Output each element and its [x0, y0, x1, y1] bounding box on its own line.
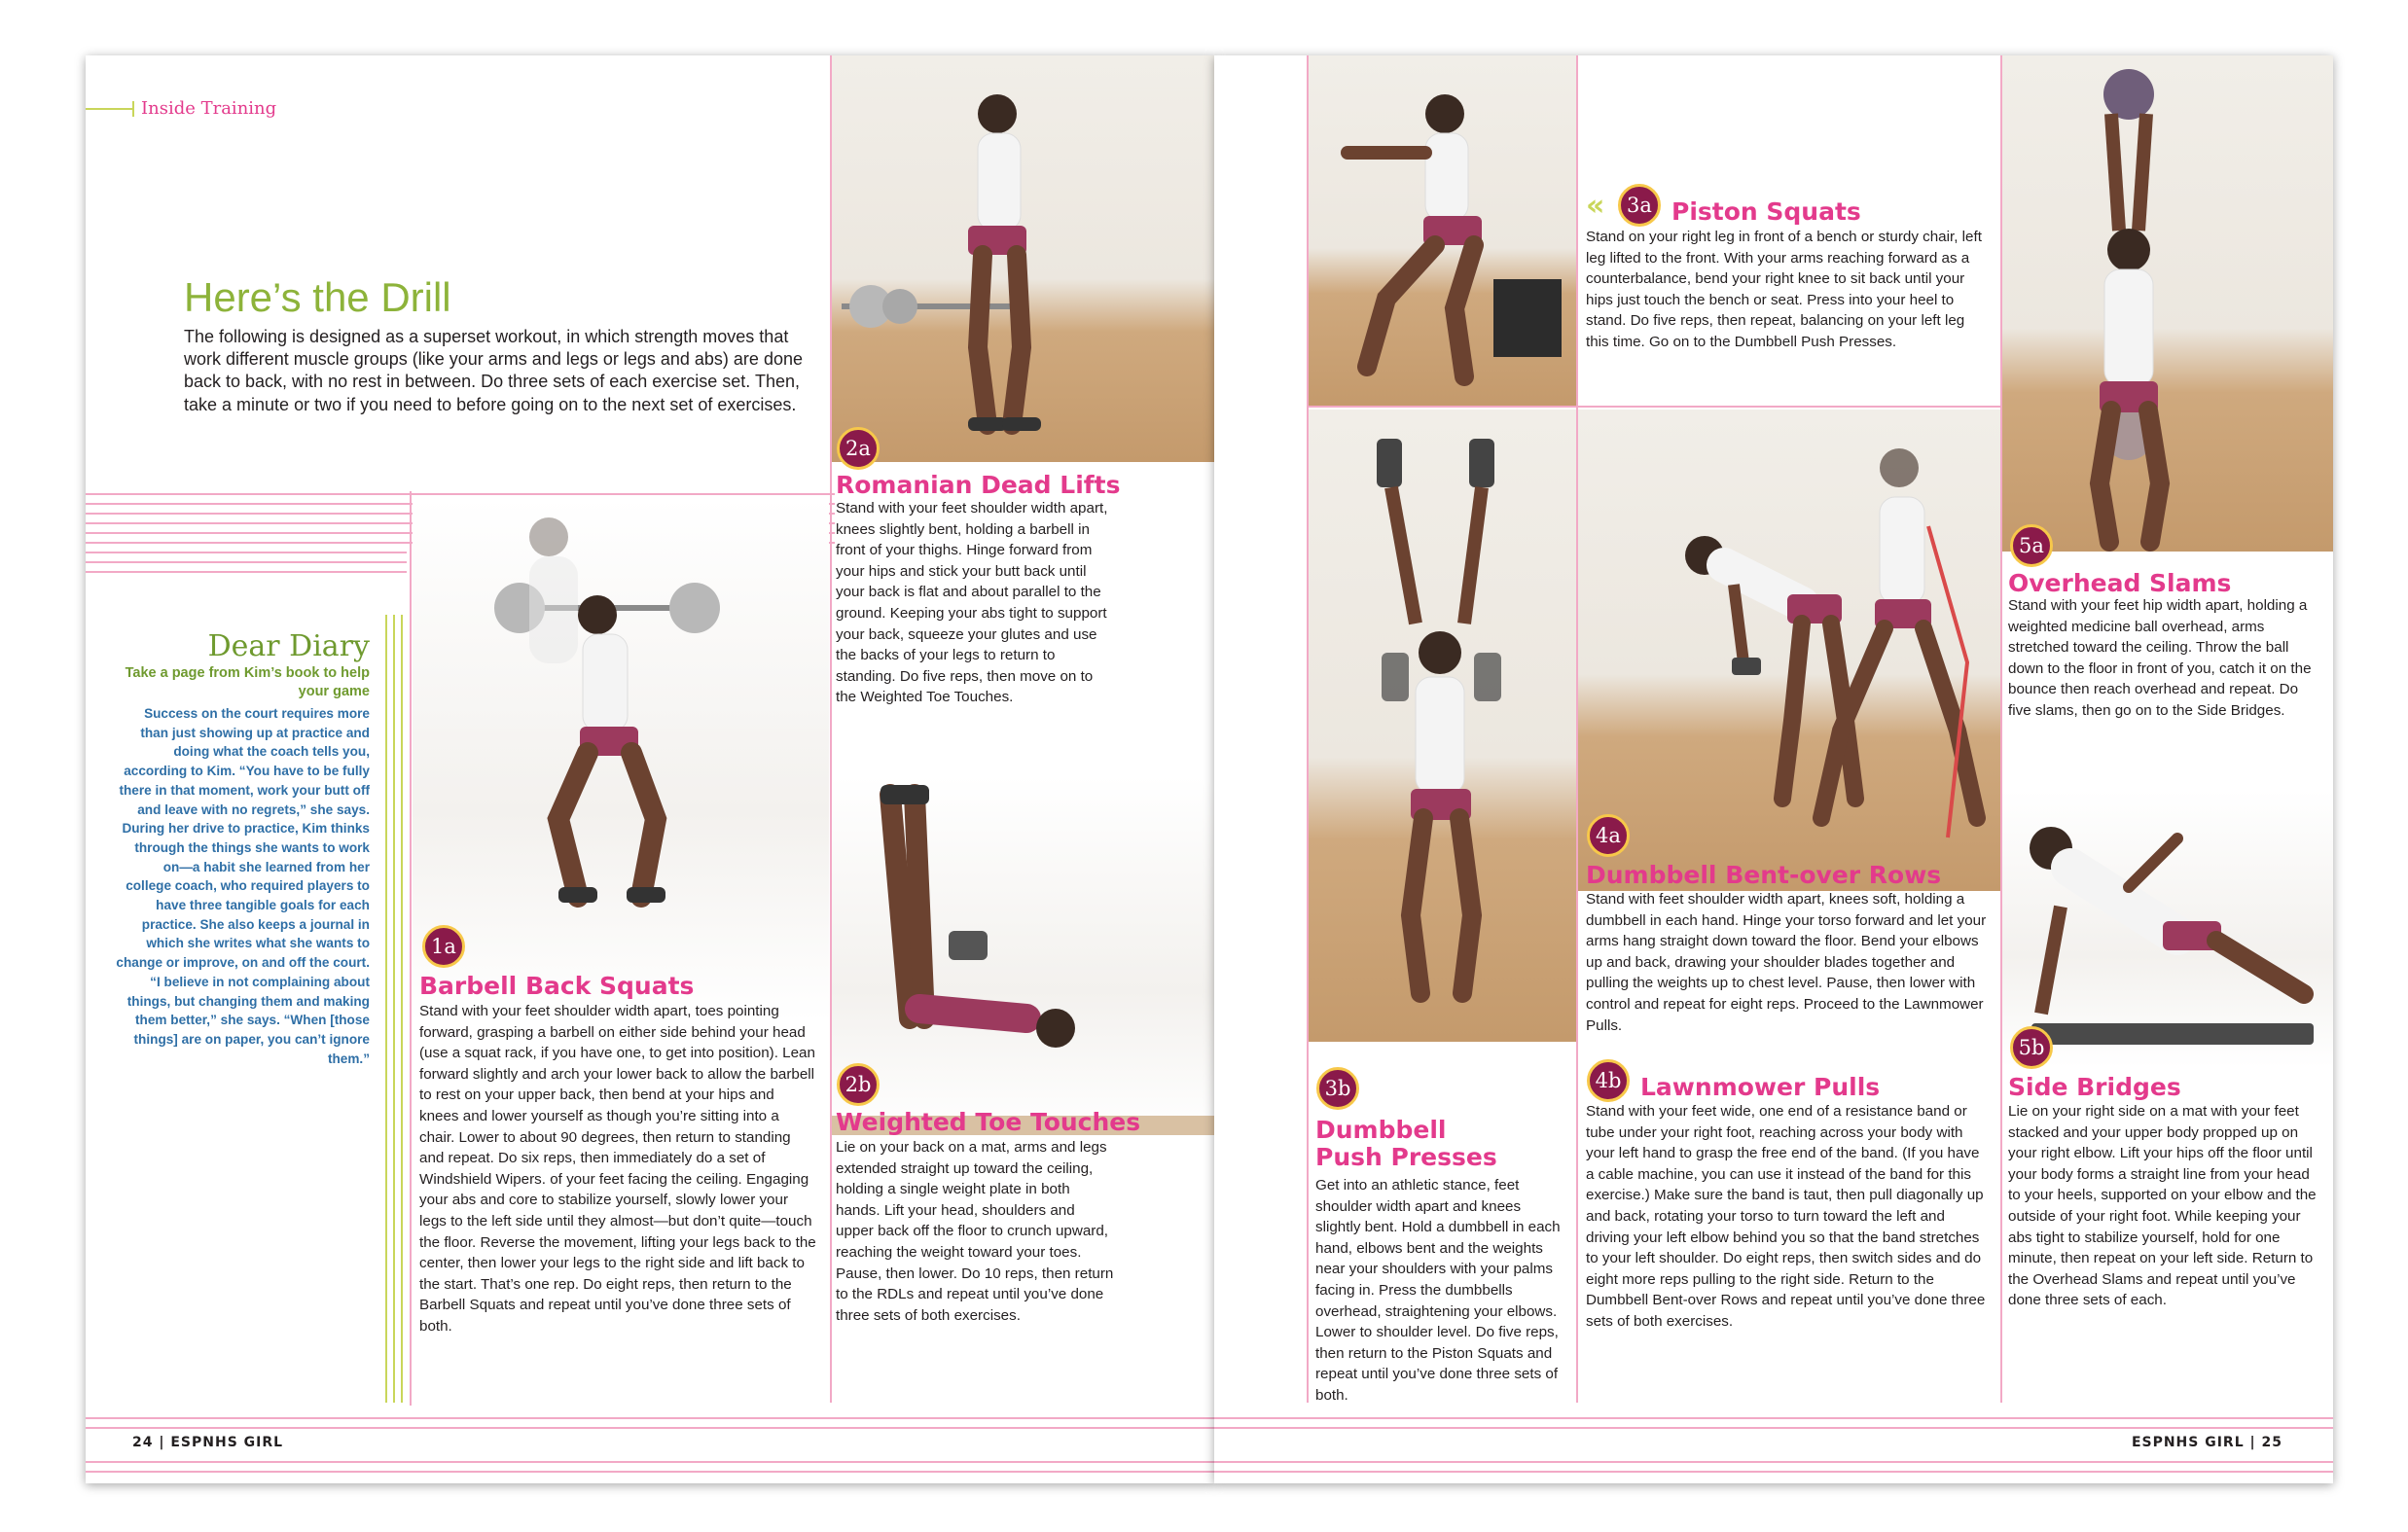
rule-line [86, 552, 407, 553]
toe-touch-figure-illustration [832, 775, 1214, 1135]
sidebar-rule [393, 615, 395, 1403]
exercise-text-4a: Stand with feet shoulder width apart, knees soft, holding a dumbbell in each hand. Hinge your torso forward and let your arms hang straight down toward the floor. Bend your elbows up and back, drawing your shoulder blades together and pulling the weights up to chest level. Pause, then lower with control and repeat for eight reps. Proceed to the Lawnmower Pulls. [1586, 891, 1987, 1034]
column-rule [410, 491, 412, 1406]
exercise-title-4a: Dumbbell Bent-over Rows [1586, 861, 1942, 889]
rule-line [86, 1427, 1214, 1429]
exercise-text-2b: Lie on your back on a mat, arms and legs extended straight up toward the ceiling, holding a single weight plate in both hands. Lift your head, shoulders and upper back off the floor to crunch upward, reaching the weight toward your toes. Pause, then lower. Do 10 reps, then return to the RDLs and repeat until you’ve done three sets of both exercises. [836, 1139, 1114, 1324]
piston-squat-figure-illustration [1309, 55, 1576, 406]
exercise-badge-2b: 2b [837, 1063, 880, 1106]
sidebar-rule [401, 615, 403, 1403]
exercise-badge-5a: 5a [2010, 524, 2053, 567]
rule-line [1214, 1471, 2333, 1473]
rule-line [86, 493, 835, 495]
sidebar-title: Dear Diary [207, 629, 370, 663]
sidebar-text: Success on the court requires more than just showing up at practice and doing what the coach tells you, according to Kim. “You have to be fully there in that moment, work your butt off and leave with no regrets,” she says. During her drive to practice, Kim thinks through the things she wants to work on—a habit she learned from her college coach, who required players to have three tangible goals for each practice. She also keeps a journal in which she writes what she wants to change or improve, on and off the court. “I believe in not complaining about things, but changing them and making them better,” she says. “When [those things] are on paper, you can’t ignore them.” [116, 706, 370, 1066]
side-bridge-figure-illustration [2002, 790, 2333, 1067]
squat-figure-illustration [413, 498, 829, 1021]
folio-divider: | [159, 1435, 171, 1450]
exercise-title-3b-line1: Dumbbell [1315, 1116, 1447, 1144]
deadlift-figure-illustration [832, 55, 1214, 462]
exercise-badge-1a: 1a [422, 925, 465, 968]
rule-line [86, 1461, 1214, 1463]
chevron-left-icon: « [1586, 189, 1605, 223]
exercise-badge-3b: 3b [1316, 1067, 1359, 1110]
page-number-left: 24 [132, 1435, 154, 1450]
photo-dumbbell-push-presses [1309, 410, 1576, 1042]
exercise-title-2a: Romanian Dead Lifts [836, 471, 1121, 499]
page-number-right: 25 [2261, 1435, 2282, 1450]
exercise-text-5a: Stand with your feet hip width apart, holding a weighted medicine ball overhead, arms stretched toward the ceiling. Throw the ball down to the floor in front of you, catch it on the bounce then reach overhead and repeat. Do five slams, then go on to the Side Bridges. [2008, 597, 2312, 719]
overhead-slam-figure-illustration [2002, 55, 2333, 552]
sidebar-rule [385, 615, 387, 1403]
photo-side-bridges [2002, 790, 2333, 1067]
rule-line [1214, 1427, 2333, 1429]
exercise-title-3b-line2: Push Presses [1315, 1143, 1497, 1171]
push-press-figure-illustration [1309, 410, 1576, 1042]
bent-over-row-figure-illustration [1578, 410, 2000, 891]
rule-line [86, 561, 407, 563]
rule-line [86, 1471, 1214, 1473]
magazine-name-left: ESPNHS GIRL [170, 1435, 284, 1450]
rule-line [86, 1417, 1214, 1419]
exercise-badge-4a: 4a [1587, 814, 1630, 857]
exercise-badge-3a: 3a [1618, 184, 1661, 227]
left-page [86, 55, 1214, 1483]
exercise-title-2b: Weighted Toe Touches [836, 1108, 1141, 1136]
exercise-text-4b: Stand with your feet wide, one end of a resistance band or tube under your right foot, reaching across your body with your left hand to grasp the free end of the band. (If you have a cable machine, you can use it instead of the band for this exercise.) Make sure the band is taut, then pull diagonally up and back, rotating your torso to turn toward the left and driving your left elbow behind you so that the band stretches to your left shoulder. Do eight reps, then switch sides and do eight more reps pulling to the right side. Return to the Dumbbell Bent-over Rows and repeat until you’ve done three sets of both exercises. [1586, 1103, 1986, 1330]
exercise-text-1a: Stand with your feet shoulder width apart, toes pointing forward, grasping a barbell on either side behind your head (use a squat rack, if you have one, to get into position). Lean forward slightly and arch your lower back to allow the barbell to rest on your upper back, then bend at your hips and knees and lower yourself as though you’re sitting into a chair. Lower to about 90 degrees, then return to standing and repeat. Do six reps, then immediately do a set of Windshield Wipers. of your feet facing the ceiling. Engaging your abs and core to stabilize yourself, slowly lower your legs to the left side until they almost—but don’t quite—touch the floor. Reverse the movement, lifting your legs back to the center, then lower your legs to the right side and lift back to the start. That’s one rep. Do eight reps, then return to the Barbell Squats and repeat until you’ve done three sets of both. [419, 1003, 816, 1335]
section-tick-mark [86, 108, 134, 110]
folio-divider: | [2249, 1435, 2262, 1450]
photo-weighted-toe-touches [832, 775, 1214, 1135]
rule-line [1214, 1417, 2333, 1419]
exercise-text-5b: Lie on your right side on a mat with your feet stacked and your upper body propped up on your right elbow. Lift your hips off the floor until your body forms a straight line from your head to your heels, supported on your elbow and the outside of your right foot. While keeping your abs tight to stabilize yourself, hold for one minute, then repeat on your left side. Return to the Overhead Slams and repeat until you’ve done three sets of each. [2008, 1103, 2317, 1309]
exercise-title-5b: Side Bridges [2008, 1073, 2181, 1101]
section-label: Inside Training [141, 98, 277, 119]
exercise-badge-4b: 4b [1587, 1059, 1630, 1102]
folio-left [132, 1435, 283, 1450]
photo-piston-squats [1309, 55, 1576, 406]
exercise-title-3a: Piston Squats [1671, 197, 1861, 226]
rule-line [1309, 406, 2000, 408]
folio-right [2132, 1435, 2282, 1450]
exercise-badge-2a: 2a [837, 427, 880, 470]
photo-dumbbell-bent-over-rows [1578, 410, 2000, 891]
exercise-text-2a: Stand with your feet shoulder width apart, knees slightly bent, holding a barbell in front of your thighs. Hinge forward from your hips and stick your butt back until your back is flat and about parallel to the ground. Keeping your abs tight to support your back, squeeze your glutes and use the backs of your legs to return to standing. Do five reps, then move on to the Weighted Toe Touches. [836, 500, 1108, 706]
exercise-title-1a: Barbell Back Squats [419, 972, 695, 1000]
exercise-title-5a: Overhead Slams [2008, 569, 2232, 597]
magazine-name-right: ESPNHS GIRL [2131, 1435, 2245, 1450]
exercise-title-4b: Lawnmower Pulls [1640, 1073, 1881, 1101]
intro-text: The following is designed as a superset workout, in which strength moves that work different muscle groups (like your arms and legs or legs and abs) are done back to back, with no rest in between. Do three sets of each exercise set. Then, take a minute or two if you need to before going on to the next set of exercises. [184, 327, 803, 414]
photo-overhead-slams [2002, 55, 2333, 552]
photo-romanian-dead-lifts [832, 55, 1214, 462]
exercise-text-3b: Get into an athletic stance, feet shoulder width apart and knees slightly bent. Hold a dumbbell in each hand, elbows bent and the weights near your shoulders with your palms facing in. Press the dumbbells overhead, straightening your elbows. Lower to shoulder level. Do five reps, then return to the Piston Squats and repeat until you’ve done three sets of both. [1315, 1177, 1561, 1404]
photo-barbell-back-squats [413, 498, 829, 1021]
sidebar-subtitle: Take a page from Kim’s book to help your game [125, 665, 370, 699]
intro-title: Here’s the Drill [184, 274, 451, 320]
exercise-badge-5b: 5b [2010, 1026, 2053, 1069]
rule-line [86, 571, 407, 573]
rule-line [1214, 1461, 2333, 1463]
right-page [1214, 55, 2333, 1483]
exercise-text-3a: Stand on your right leg in front of a bench or sturdy chair, left leg lifted to the front. With your arms reaching forward as a counterbalance, bend your right knee to sit back until your hips just touch the bench or seat. Press into your heel to stand. Do five reps, then repeat, balancing on your left leg this time. Go on to the Dumbbell Push Presses. [1586, 229, 1982, 350]
